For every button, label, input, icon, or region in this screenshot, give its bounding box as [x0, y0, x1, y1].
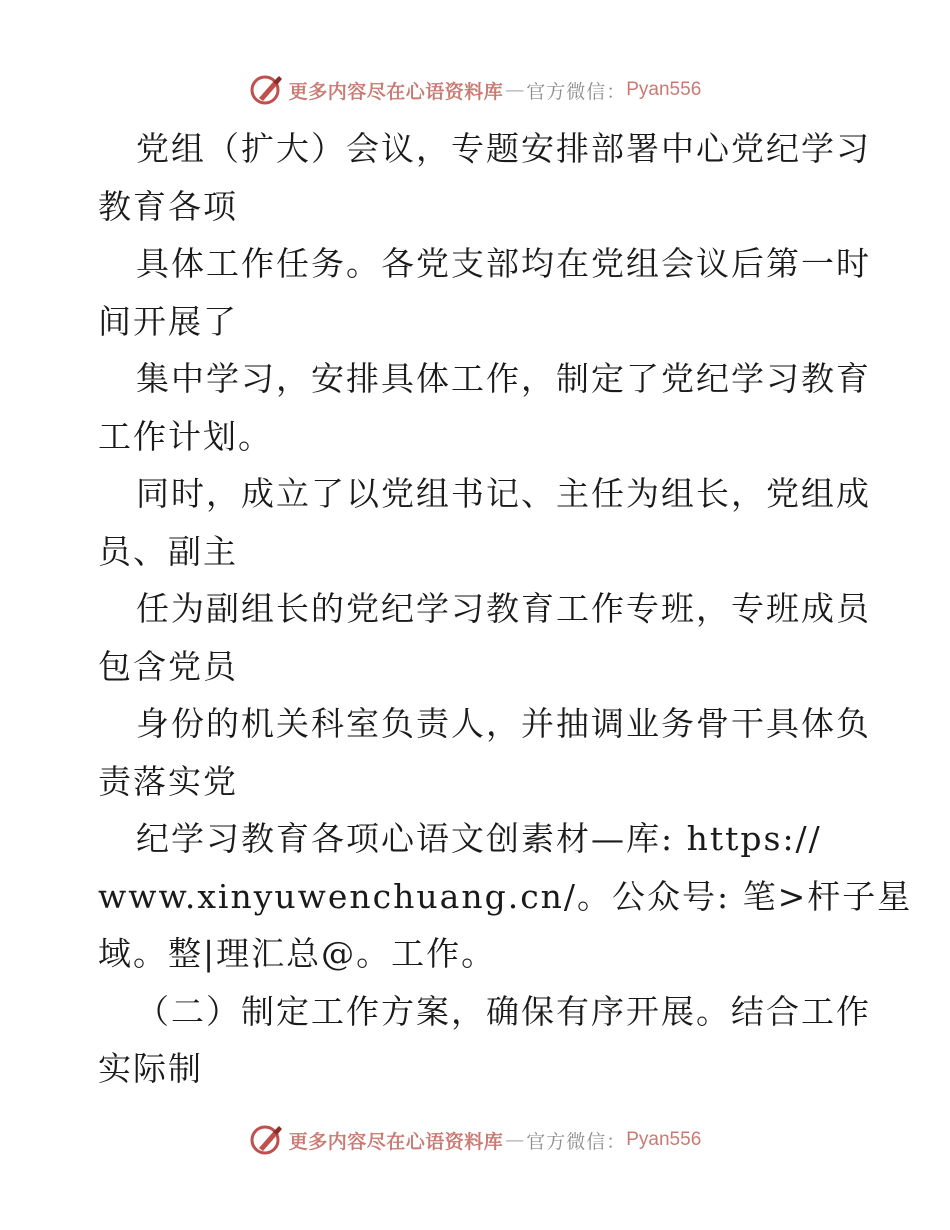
text-line: www.xinyuwenchuang.cn/。公众号: 笔>杆子星	[98, 876, 913, 916]
text-line: 身份的机关科室负责人，并抽调业务骨干具体负	[136, 704, 871, 743]
text-line: 同时，成立了以党组书记、主任为组长，党组成	[136, 474, 871, 513]
footer-banner	[0, 1120, 950, 1160]
text-line: 责落实党	[98, 761, 238, 801]
text-line: 间开展了	[98, 301, 238, 341]
text-line: 工作计划。	[98, 416, 273, 456]
pen-logo-icon	[249, 1122, 285, 1158]
document-body	[98, 120, 913, 1098]
banner-wechat-id: Pyan556	[626, 1129, 702, 1150]
text-line: 实际制	[98, 1049, 203, 1088]
text-line: 教育各项	[98, 186, 238, 226]
text-line: 集中学习，安排具体工作，制定了党纪学习教育	[136, 359, 871, 398]
banner-dash: —	[505, 1129, 525, 1151]
text-line: 党组（扩大）会议，专题安排部署中心党纪学习	[136, 129, 871, 168]
banner-wechat-label: 官方微信：	[526, 80, 627, 103]
banner-title: 更多内容尽在心语资料库	[288, 1130, 504, 1153]
text-line: 域。整|理汇总@。工作。	[98, 934, 497, 973]
banner-title: 更多内容尽在心语资料库	[288, 80, 504, 103]
text-line: 具体工作任务。各党支部均在党组会议后第一时	[136, 244, 871, 283]
banner-wechat-id: Pyan556	[626, 79, 702, 100]
pen-logo-icon	[249, 72, 285, 108]
text-line: 纪学习教育各项心语文创素材—库: https://	[136, 819, 822, 858]
text-line: 员、副主	[98, 531, 238, 571]
banner-wechat-label: 官方微信：	[526, 1130, 627, 1153]
text-line: 任为副组长的党纪学习教育工作专班，专班成员	[136, 589, 871, 628]
text-line: 包含党员	[98, 646, 238, 686]
header-banner	[0, 70, 950, 110]
banner-dash: —	[505, 79, 525, 101]
text-line: （二）制定工作方案，确保有序开展。结合工作	[136, 991, 871, 1031]
